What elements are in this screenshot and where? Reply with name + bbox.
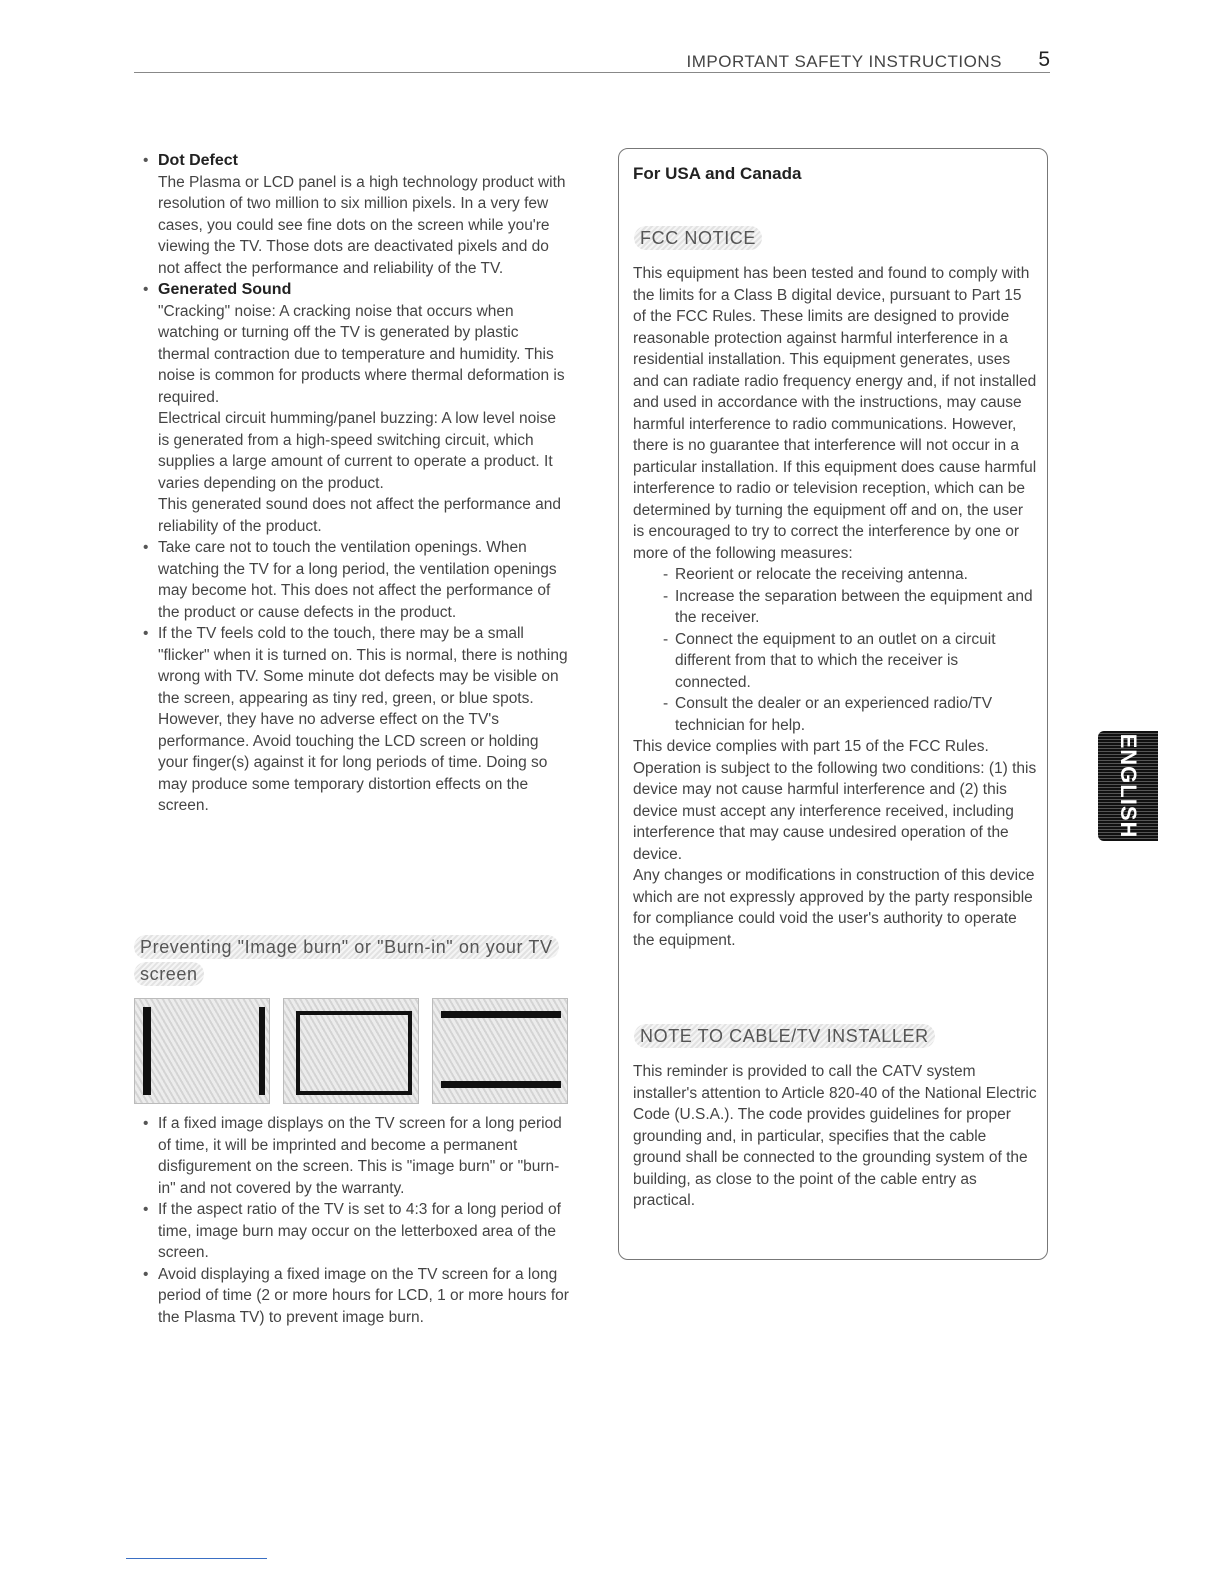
bullet-paragraph: Electrical circuit humming/panel buzzing: A low level noise is generated from a high-speed switching circuit, which supplies a large amount of current to operate a product. It varies depending on the product. xyxy=(158,410,557,492)
bullet-paragraph: The Plasma or LCD panel is a high technology product with resolution of two million to six million pixels. In a very few cases, you could see fine dots on the screen while you're viewing the TV. Those dots are deactivated pixels and do not affect the performance and reliability of the TV. xyxy=(158,173,566,277)
fcc-compliance: This device complies with part 15 of the FCC Rules. Operation is subject to the following two conditions: (1) this device may not cause harmful interference and (2) this device must accept any interference received, including interference that may cause undesired operation of the device. xyxy=(633,738,1037,863)
fcc-changes: Any changes or modifications in construction of this device which are not expressly approved by the party responsible for compliance could void the user's authority to operate the equipment. xyxy=(633,867,1035,949)
bottom-black-bar xyxy=(441,1081,561,1088)
list-item xyxy=(140,150,570,279)
safety-bullet-list xyxy=(140,150,570,817)
fcc-notice-body xyxy=(633,263,1038,951)
bullet-paragraph: "Cracking" noise: A cracking noise that occurs when watching or turning off the TV is generated by plastic thermal contraction due to temperature and humidity. This noise is common for products where thermal deformation is required. xyxy=(158,302,565,406)
cable-installer-text: This reminder is provided to call the CATV system installer's attention to Article 820-40 of the National Electric Code (U.S.A.). The code provides guidelines for proper grounding and, in particular, specifies that the cable ground shall be connected to the grounding system of the building, as close to the point of the cable entry as practical. xyxy=(633,1063,1037,1209)
letterbox-image xyxy=(432,998,568,1104)
list-item xyxy=(140,537,570,623)
pillarbox-image xyxy=(134,998,270,1104)
right-black-bar xyxy=(259,1007,265,1095)
burn-in-illustrations xyxy=(134,998,568,1104)
list-item: - Consult the dealer or an experienced radio/TV technician for help. xyxy=(663,693,1038,736)
list-item xyxy=(140,623,570,817)
footer-line xyxy=(126,1558,267,1559)
bullet-heading: • Dot Defect xyxy=(158,152,239,169)
left-column xyxy=(140,150,570,817)
windowbox-image xyxy=(283,998,419,1104)
burn-in-section-heading: Preventing "Image burn" or "Burn-in" on your TV screen xyxy=(134,935,559,986)
bullet-heading: • Generated Sound xyxy=(158,281,292,298)
list-item: • If a fixed image displays on the TV screen for a long period of time, it will be imprinted and become a permanent disfigurement on the screen. This is "image burn" or "burn-in" and not covered by the warranty. xyxy=(140,1113,570,1199)
list-item: • Avoid displaying a fixed image on the TV screen for a long period of time (2 or more hours for LCD, 1 or more hours for the Plasma TV) to prevent image burn. xyxy=(140,1264,570,1329)
bullet-paragraph: This generated sound does not affect the performance and reliability of the product. xyxy=(158,496,561,535)
burn-in-bullet-list xyxy=(140,1113,570,1328)
cable-installer-heading-wrap xyxy=(634,1024,935,1048)
fcc-notice-heading: FCC NOTICE xyxy=(634,226,762,250)
list-item: - Increase the separation between the equipment and the receiver. xyxy=(663,586,1038,629)
page-number: 5 xyxy=(1038,48,1050,71)
page-header xyxy=(134,50,1050,73)
language-tab xyxy=(1098,731,1158,841)
burn-in-section-heading-wrap xyxy=(134,935,574,989)
fcc-notice-heading-wrap xyxy=(634,226,762,250)
measures-list xyxy=(633,564,1038,736)
header-title: IMPORTANT SAFETY INSTRUCTIONS xyxy=(686,52,1002,71)
list-item: • If the aspect ratio of the TV is set to 4:3 for a long period of time, image burn may occur on the letterboxed area of the screen. xyxy=(140,1199,570,1264)
fcc-intro: This equipment has been tested and found to comply with the limits for a Class B digital device, pursuant to Part 15 of the FCC Rules. These limits are designed to provide reasonable protection against harmful interference in a residential installation. This equipment generates, uses and can radiate radio frequency energy and, if not installed and used in accordance with the instructions, may cause harmful interference to radio communications. However, there is no guarantee that interference will not occur in a particular installation. If this equipment does cause harmful interference to radio or television reception, which can be determined by turning the equipment off and on, the user is encouraged to try to correct the interference by one or more of the following measures: xyxy=(633,265,1037,562)
left-black-bar xyxy=(143,1007,151,1095)
cable-installer-heading: NOTE TO CABLE/TV INSTALLER xyxy=(634,1024,935,1048)
box-title: For USA and Canada xyxy=(633,164,802,183)
language-tab-label: ENGLISH xyxy=(1116,733,1141,839)
black-frame xyxy=(296,1011,412,1095)
bullet-paragraph: • If the TV feels cold to the touch, there may be a small "flicker" when it is turned on. This is normal, there is nothing wrong with TV. Some minute dot defects may be visible on the screen, appearing as tiny red, green, or blue spots. However, they have no adverse effect on the TV's performance. Avoid touching the LCD screen or holding your finger(s) against it for long periods of time. Doing so may produce some temporary distortion effects on the screen. xyxy=(158,625,568,814)
list-item: - Connect the equipment to an outlet on a circuit different from that to which the receiver is connected. xyxy=(663,629,1038,694)
list-item xyxy=(140,279,570,537)
list-item: - Reorient or relocate the receiving antenna. xyxy=(663,564,1038,586)
bullet-paragraph: • Take care not to touch the ventilation openings. When watching the TV for a long period, the ventilation openings may become hot. This does not affect the performance of the product or cause defects in the product. xyxy=(158,539,557,621)
top-black-bar xyxy=(441,1011,561,1018)
burn-in-bullets xyxy=(140,1113,570,1328)
